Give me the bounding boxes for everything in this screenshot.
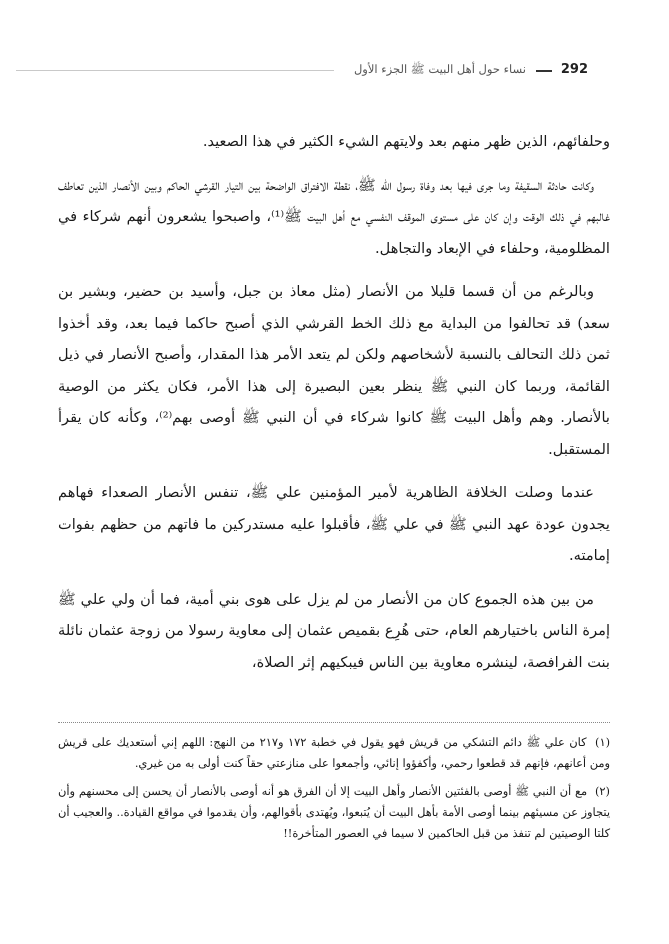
paragraph: عندما وصلت الخلافة الظاهرية لأمير المؤمنين علي ﷺ، تنفس الأنصار الصعداء فهاهم يجدون عودة عهد النبي ﷺ في علي ﷺ، فأقبلوا عليه مستدركين ما فاتهم من حظهم بفوات إمامته. <box>58 484 610 564</box>
page-number: 292 <box>560 62 588 77</box>
paragraph: وكانت حادثة السقيفة وما جرى فيها بعد وفاة رسول الله ﷺ، نقطة الافتراق الواضحة بين التيار القرشي الحاكم وبين الأنصار الذين تعاطف غالبهم في ذلك الوقت وإن كان على مستوى الموقف النفسي مع أهل البيت ﷺ⁽¹⁾، واصبحوا يشعرون أنهم شركاء في المظلومية، وحلفاء في الإبعاد والتجاهل. <box>58 176 611 257</box>
page-header <box>16 56 636 86</box>
body-text <box>58 126 610 690</box>
header-rule <box>16 70 334 71</box>
paragraph: من بين هذه الجموع كان من الأنصار من لم يزل على هوى بني أمية، فما أن ولي علي ﷺ إمرة الناس باختيارهم العام، حتى هُرِع بقميص عثمان إلى معاوية رسولا من زوجة عثمان نائلة بنت الفرافصة، لينشره معاوية بين الناس فيبكيهم إثر الصلاة، <box>58 590 610 671</box>
footnote-text: مع أن النبي ﷺ أوصى بالفئتين الأنصار وأهل البيت إلا أن الفرق هو أنه أوصى بالأنصار أن يحسن إلى محسنهم وأن يتجاوز عن مسيئهم بينما أوصى الأمة بأهل البيت أن يُتبعوا، ويُهتدى بأقوالهم، وأن يقدموا في مواقع القيادة.. والعجيب أن كلتا الوصيتين لم تنفذ من قبل الحاكمين لا سيما في العصور المتأخرة!! <box>58 784 610 840</box>
footnote-label: (٢) <box>594 784 610 798</box>
footnote <box>58 781 610 844</box>
footnote-text: كان علي ﷺ دائم التشكي من قريش فهو يقول في خطبة ١٧٢ و٢١٧ من النهج: اللهم إني أستعديك على قريش ومن أعانهم، فإنهم قد قطعوا رحمي، وأكفؤوا إنائي، وأجمعوا على منازعتي حقاً كنت أولى به من غيري. <box>58 735 610 770</box>
paragraph: وحلفائهم، الذين ظهر منهم بعد ولايتهم الشيء الكثير في هذا الصعيد. <box>202 133 610 150</box>
footnote-separator <box>58 722 610 723</box>
paragraph: وبالرغم من أن قسما قليلا من الأنصار (مثل معاذ بن جبل، وأسيد بن حضير، وبشير بن سعد) قد تحالفوا من البداية مع ذلك الخط القرشي الذي أصبح حاكما فيما بعد، وقد أخذوا ثمن ذلك التحالف بالنسبة لأشخاصهم ولكن لم يتعد الأمر هذا المقدار، وأصبح الأنصار في ذيل القائمة، وربما كان النبي ﷺ ينظر بعين البصيرة إلى هذا الأمر، فكان يكثر من الوصية بالأنصار. وهم وأهل البيت ﷺ كانوا شركاء في أن النبي ﷺ أوصى بهم⁽²⁾، وكأنه كان يقرأ المستقبل. <box>58 283 611 458</box>
running-title: نساء حول أهل البيت ﷺ الجزء الأول <box>353 62 526 76</box>
footnote <box>58 732 610 774</box>
footnote-label: (١) <box>594 735 611 749</box>
page-number-dash <box>536 70 552 72</box>
footnotes <box>58 732 610 851</box>
